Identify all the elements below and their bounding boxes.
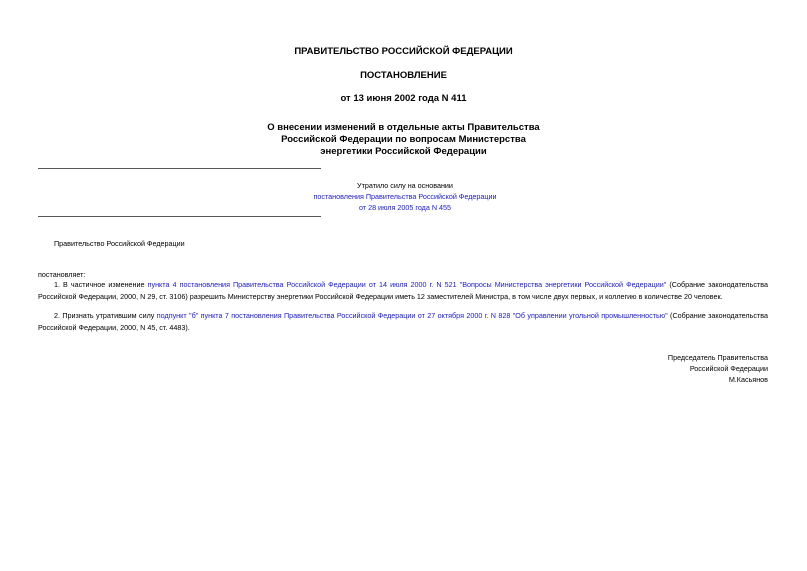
- repeal-act-link-line-1[interactable]: постановления Правительства Российской Федерации: [313, 192, 497, 201]
- signature-block: [668, 352, 768, 385]
- item-1-paragraph: [38, 279, 768, 303]
- signature-line-2: Российской Федерации: [689, 364, 768, 373]
- repeal-act-link-line-2[interactable]: от 28 июля 2005 года N 455: [358, 203, 452, 212]
- item-2-line-2: Российской Федерации, 2000, N 45, ст. 4483).: [38, 323, 190, 332]
- item-1-prefix: 1. В частичное изменение: [54, 280, 148, 289]
- document-title: [0, 122, 807, 158]
- item-2-reference-link[interactable]: подпункт "б" пункта 7 постановления Правительства Российской Федерации от 27 октября 2000 г. N 828 "Об управлении угольной промышленностью": [156, 311, 668, 320]
- issuer-text: Правительство Российской Федерации: [54, 239, 185, 248]
- status-note-text: Утратило силу на основании: [357, 181, 453, 190]
- item-1-reference-link[interactable]: пункта 4 постановления Правительства Российской Федерации от 14 июля 2000 г. N 521 "Вопросы Министерства энергетики Российской Федерации": [147, 280, 667, 289]
- note-bottom-divider: [38, 216, 321, 217]
- item-2-prefix: 2. Признать утратившим силу: [54, 311, 157, 320]
- document-date-number: от 13 июня 2002 года N 411: [340, 93, 467, 104]
- item-2-paragraph: [38, 310, 768, 334]
- item-1-line-2: Российской Федерации, 2000, N 29, ст. 3106) разрешить Министерству энергетики Российской Федерации иметь 12 заместителей Министра, в том числе двух первых, и коллегию в количестве 20 человек.: [38, 292, 723, 301]
- title-line-3: энергетики Российской Федерации: [320, 146, 487, 157]
- signature-line-3: М.Касьянов: [728, 375, 768, 384]
- document-type: ПОСТАНОВЛЕНИЕ: [360, 70, 447, 81]
- note-top-divider: [38, 168, 321, 169]
- status-note: [300, 180, 510, 213]
- title-line-1: О внесении изменений в отдельные акты Правительства: [267, 122, 540, 133]
- item-2-line-1: [38, 310, 768, 322]
- signature-line-1: Председатель Правительства: [667, 353, 768, 362]
- item-1-line-1: [38, 279, 768, 291]
- title-line-2: Российской Федерации по вопросам Министерства: [281, 134, 526, 145]
- government-heading: ПРАВИТЕЛЬСТВО РОССИЙСКОЙ ФЕДЕРАЦИИ: [294, 46, 513, 57]
- decrees-text: постановляет:: [38, 270, 86, 279]
- item-1-suffix: (Собрание законодательства: [666, 280, 768, 289]
- item-2-suffix: (Собрание законодательства: [667, 311, 768, 320]
